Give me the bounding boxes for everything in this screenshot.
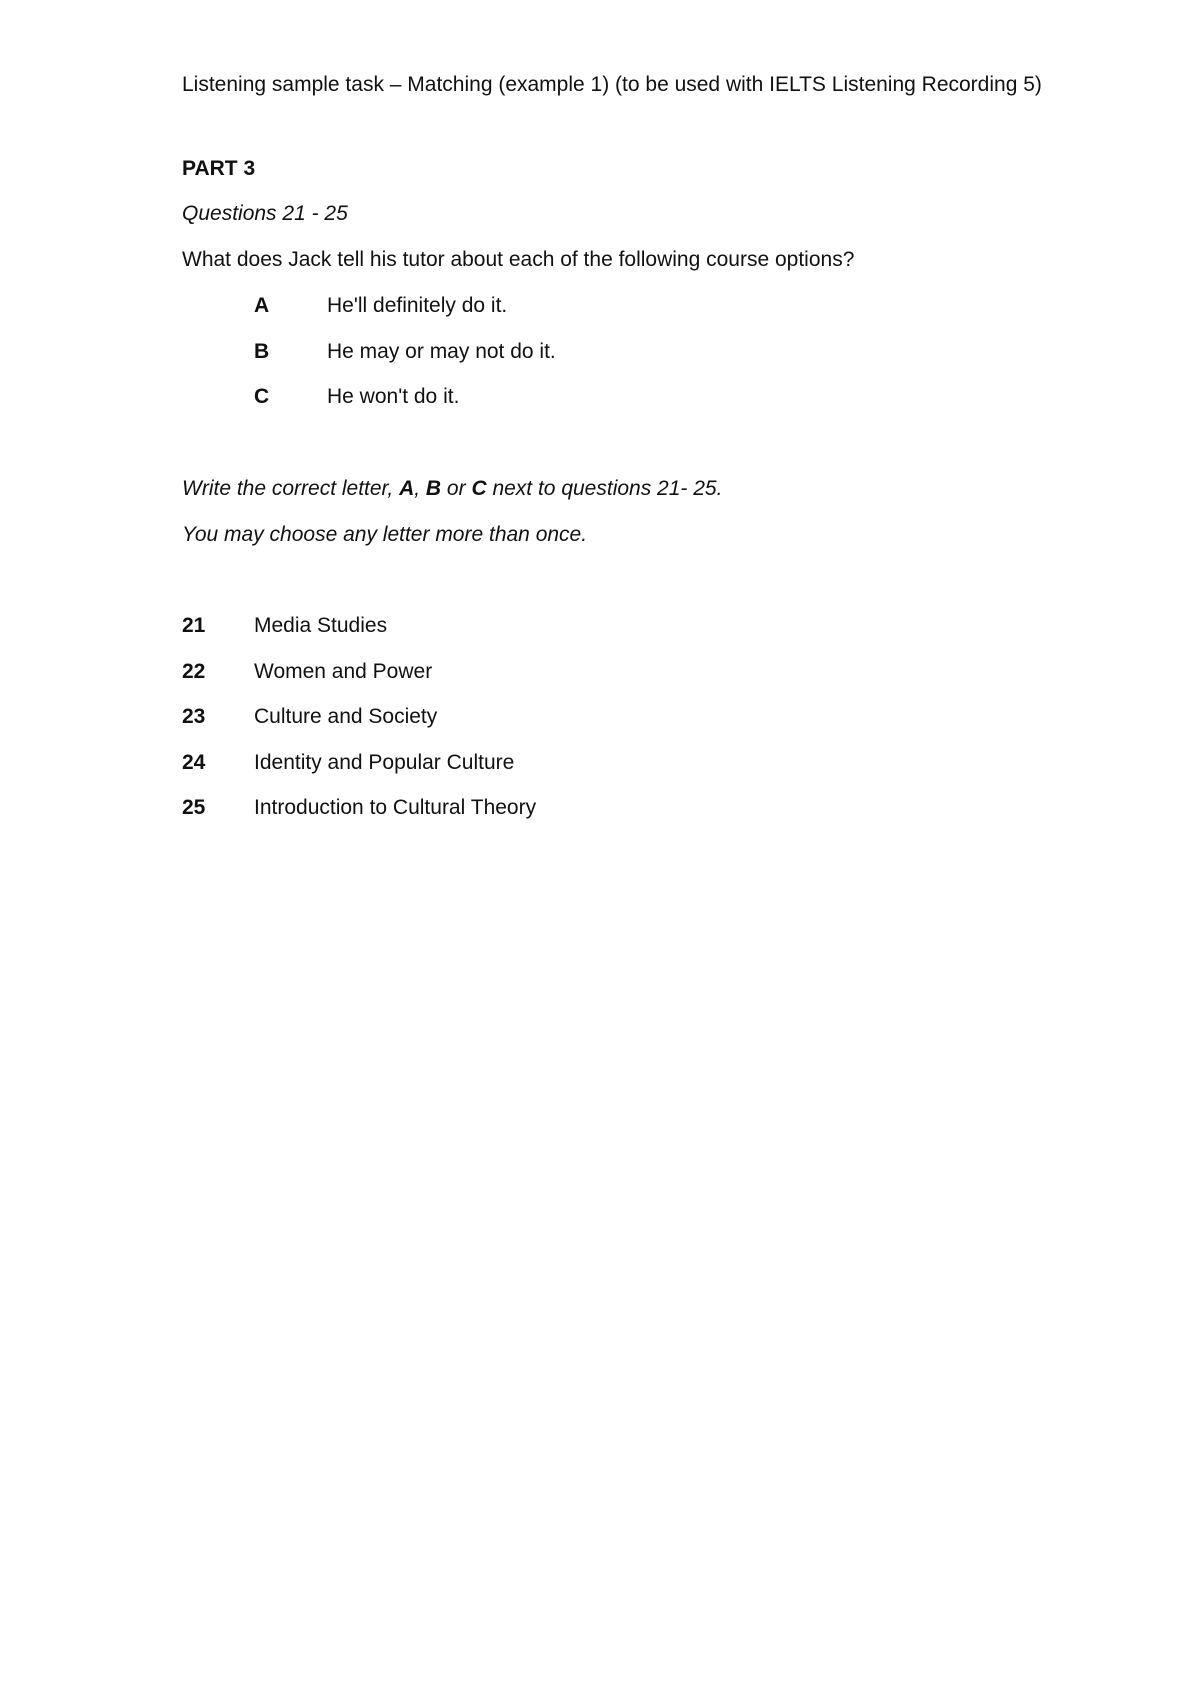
course-name: Women and Power — [254, 660, 433, 683]
course-name: Culture and Society — [254, 705, 438, 728]
instruction-letter-a: A — [399, 477, 415, 500]
question-number: 24 — [182, 751, 206, 774]
course-name: Introduction to Cultural Theory — [254, 796, 537, 819]
question-row — [0, 795, 1200, 821]
option-a — [0, 293, 1200, 319]
instruction-letter-b: B — [425, 477, 442, 500]
question-number: 22 — [182, 660, 206, 683]
option-letter: B — [254, 340, 270, 363]
questions-range: Questions 21 - 25 — [182, 202, 348, 225]
course-name: Media Studies — [254, 614, 388, 637]
question-prompt: What does Jack tell his tutor about each of the following course options? — [182, 248, 855, 271]
question-number: 21 — [182, 614, 206, 637]
instruction-letter-c: C — [471, 477, 487, 500]
document-header: Listening sample task – Matching (example 1) (to be used with IELTS Listening Recording 5) — [182, 73, 1042, 96]
instruction-prefix: Write the correct letter, — [182, 477, 400, 500]
option-text: He'll definitely do it. — [327, 294, 508, 317]
option-b — [0, 339, 1200, 365]
question-number: 23 — [182, 705, 206, 728]
instruction-suffix: next to questions 21- 25. — [486, 477, 723, 500]
instruction-note: You may choose any letter more than once. — [182, 523, 588, 546]
question-row — [0, 704, 1200, 730]
question-row — [0, 659, 1200, 685]
option-text: He may or may not do it. — [327, 340, 556, 363]
instruction-sep: or — [441, 477, 472, 500]
course-name: Identity and Popular Culture — [254, 751, 515, 774]
question-row — [0, 613, 1200, 639]
option-letter: A — [254, 294, 270, 317]
option-text: He won't do it. — [327, 385, 460, 408]
part-title: PART 3 — [182, 157, 256, 180]
question-row — [0, 750, 1200, 776]
instruction-text — [182, 476, 722, 502]
question-number: 25 — [182, 796, 206, 819]
option-c — [0, 384, 1200, 410]
option-letter: C — [254, 385, 270, 408]
instruction-sep: , — [414, 477, 426, 500]
